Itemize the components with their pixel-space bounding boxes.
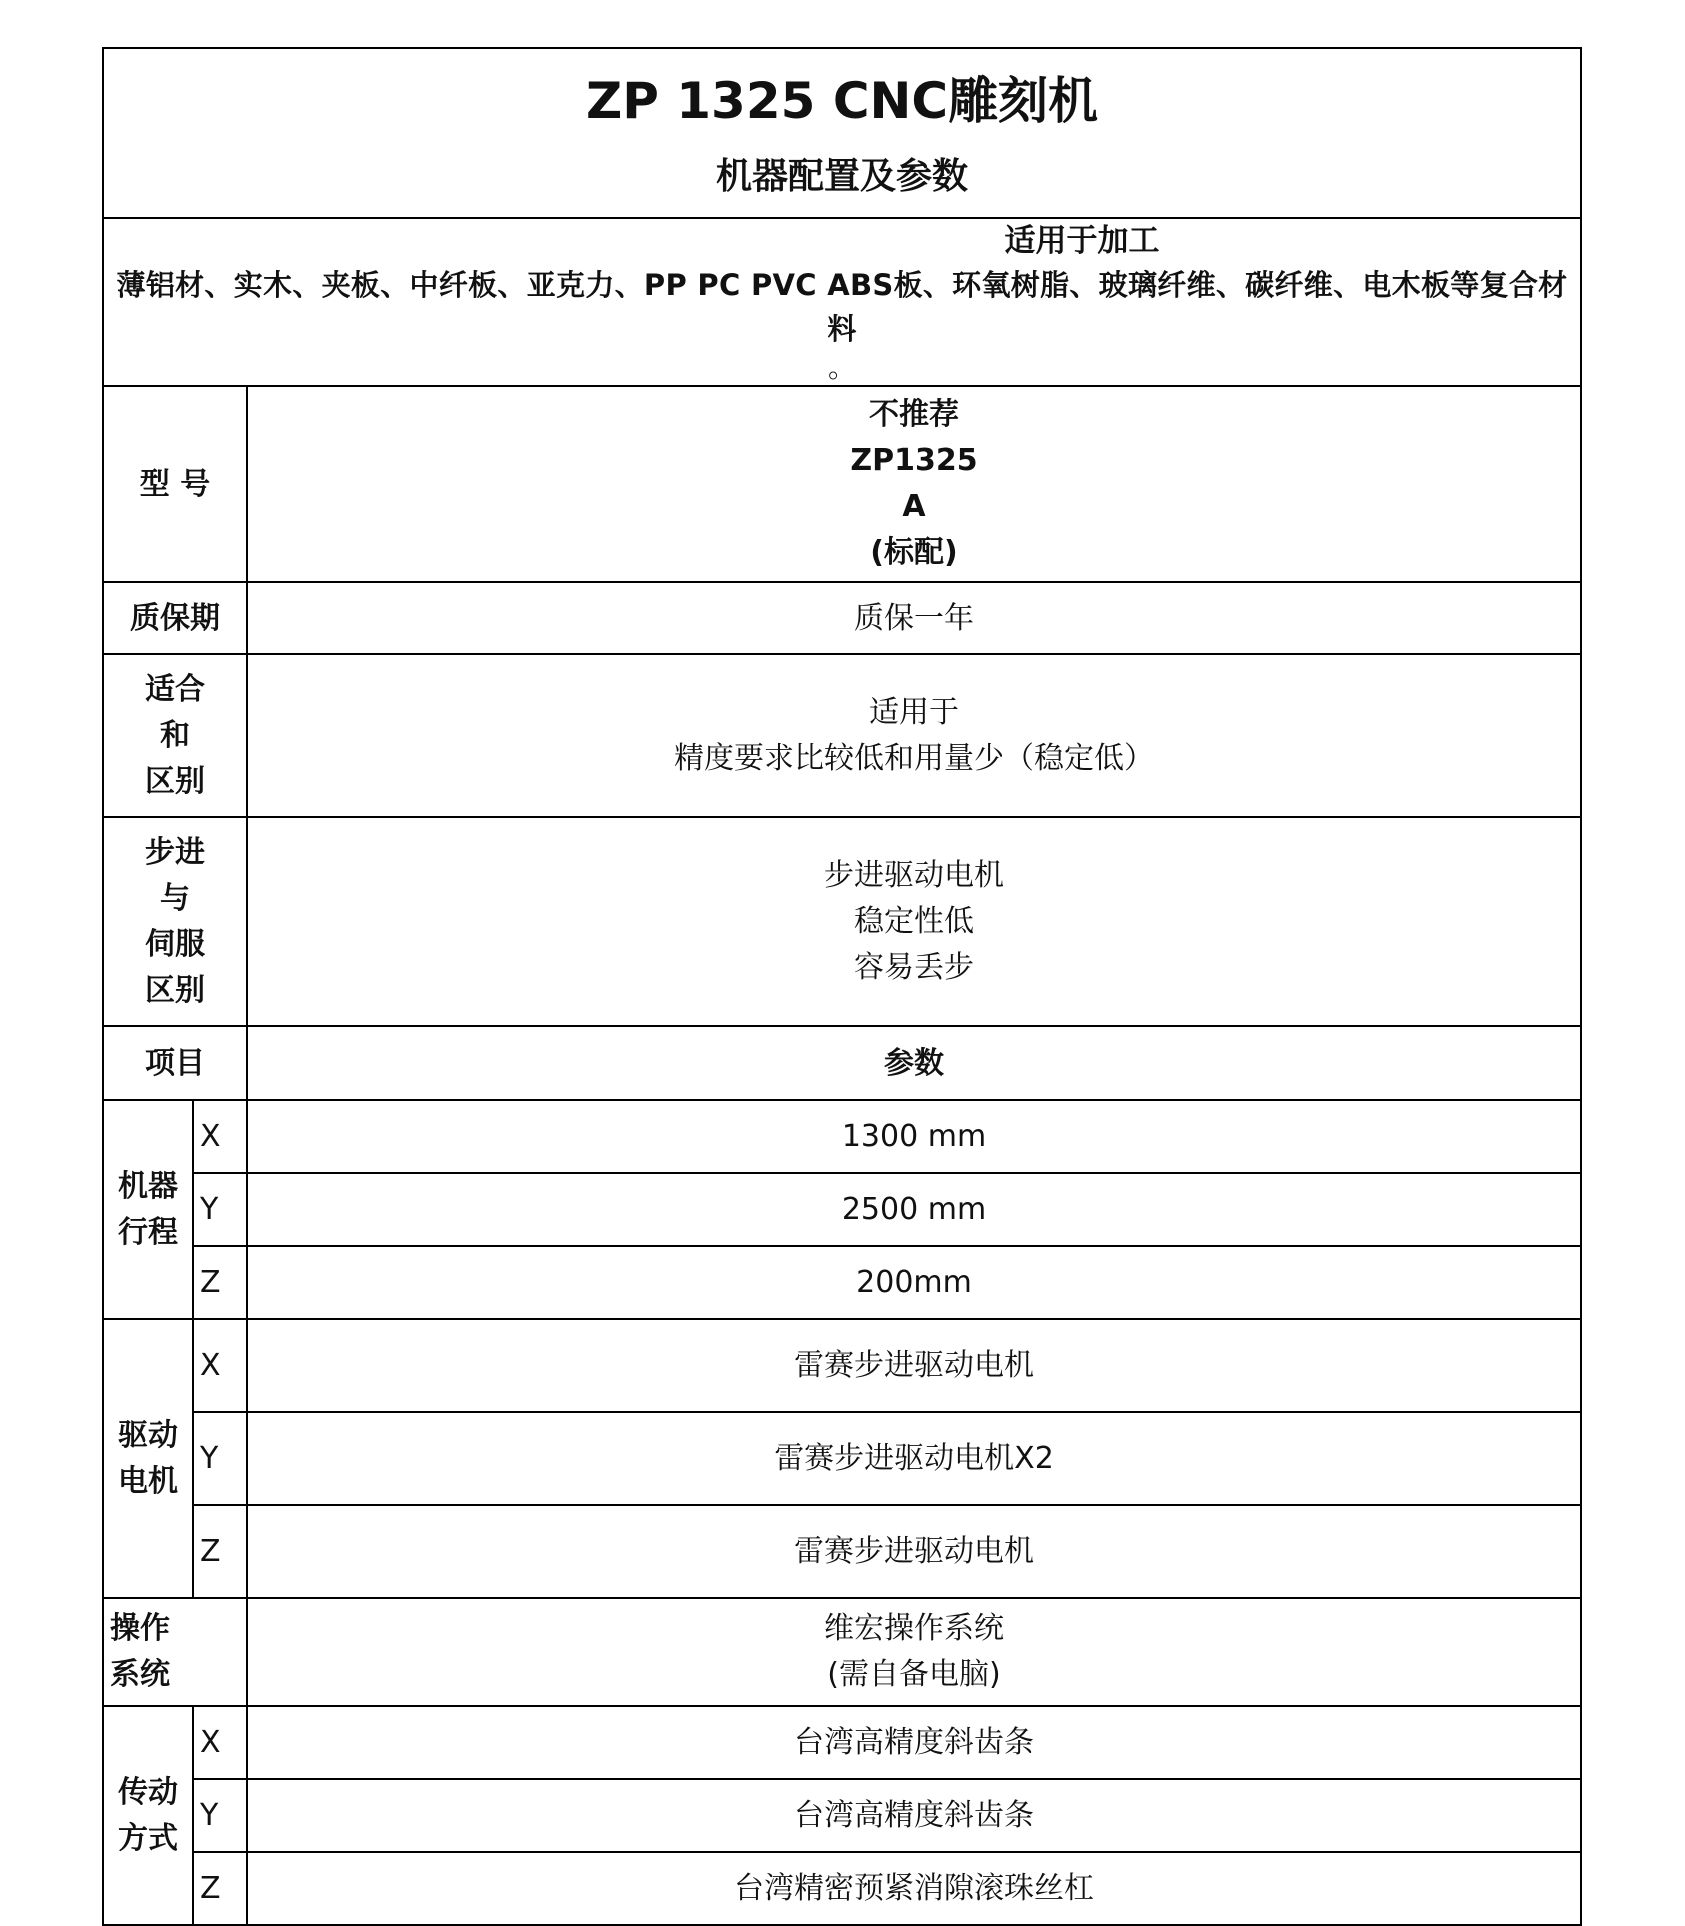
os-label-line: 操作 xyxy=(110,1611,170,1646)
os-value-line: (需自备电脑) xyxy=(827,1657,1001,1692)
model-line: A xyxy=(902,489,926,524)
motor-label xyxy=(103,1319,193,1598)
stepper-servo-label-line: 步进 xyxy=(145,834,205,870)
motor-value: 雷赛步进驱动电机 xyxy=(247,1505,1581,1598)
scope-trailing-mark: 。 xyxy=(828,351,857,384)
model-row xyxy=(103,386,1581,582)
motor-row-z xyxy=(103,1505,1581,1598)
os-value-line: 维宏操作系统 xyxy=(824,1611,1005,1646)
model-line: 不推荐 xyxy=(869,397,960,432)
axis-label: Z xyxy=(193,1505,247,1598)
travel-value: 1300 mm xyxy=(247,1100,1581,1173)
stepper-servo-label-line: 伺服 xyxy=(145,926,205,962)
motor-value: 雷赛步进驱动电机 xyxy=(247,1319,1581,1412)
param-header-row xyxy=(103,1026,1581,1100)
stepper-servo-row xyxy=(103,817,1581,1026)
os-label-line: 系统 xyxy=(110,1657,170,1692)
transmission-row-x xyxy=(103,1706,1581,1779)
model-line: (标配) xyxy=(870,535,958,570)
scope-cell xyxy=(103,218,1581,386)
axis-label: Y xyxy=(193,1173,247,1246)
os-label xyxy=(103,1598,247,1706)
stepper-servo-label-line: 与 xyxy=(160,880,190,916)
doc-subtitle: 机器配置及参数 xyxy=(716,156,969,197)
scope-row xyxy=(103,218,1581,386)
travel-label-line: 机器 xyxy=(118,1168,178,1204)
suitability-row xyxy=(103,654,1581,817)
suitability-label-line: 适合 xyxy=(145,671,205,707)
travel-row-y xyxy=(103,1173,1581,1246)
stepper-servo-value-line: 容易丢步 xyxy=(854,949,975,985)
axis-label: Z xyxy=(193,1852,247,1925)
motor-label-line: 电机 xyxy=(118,1463,178,1499)
suitability-label-line: 和 xyxy=(160,717,190,753)
suitability-value-line: 适用于 xyxy=(869,694,960,730)
axis-label: Z xyxy=(193,1246,247,1319)
travel-value: 2500 mm xyxy=(247,1173,1581,1246)
warranty-value: 质保一年 xyxy=(247,582,1581,654)
motor-value: 雷赛步进驱动电机X2 xyxy=(247,1412,1581,1505)
transmission-row-y xyxy=(103,1779,1581,1852)
axis-label: X xyxy=(193,1100,247,1173)
suitability-value xyxy=(247,654,1581,817)
title-cell xyxy=(103,48,1581,218)
os-value xyxy=(247,1598,1581,1706)
transmission-value: 台湾高精度斜齿条 xyxy=(247,1706,1581,1779)
transmission-label-line: 传动 xyxy=(118,1774,178,1810)
axis-label: Y xyxy=(193,1412,247,1505)
title-row xyxy=(103,48,1581,218)
suitability-value-line: 精度要求比较低和用量少（稳定低） xyxy=(674,740,1155,776)
stepper-servo-value xyxy=(247,817,1581,1026)
scope-materials: 薄铝材、实木、夹板、中纤板、亚克力、PP PC PVC ABS板、环氧树脂、玻璃纤维、碳纤维、电木板等复合材料 xyxy=(116,268,1568,346)
travel-label xyxy=(103,1100,193,1319)
model-label: 型 号 xyxy=(103,386,247,582)
travel-value: 200mm xyxy=(247,1246,1581,1319)
os-row xyxy=(103,1598,1581,1706)
travel-label-line: 行程 xyxy=(118,1214,178,1250)
header-item: 项目 xyxy=(103,1026,247,1100)
axis-label: X xyxy=(193,1319,247,1412)
stepper-servo-value-line: 步进驱动电机 xyxy=(824,857,1005,893)
stepper-servo-label-line: 区别 xyxy=(145,972,205,1008)
motor-label-line: 驱动 xyxy=(118,1417,178,1453)
model-value xyxy=(247,386,1581,582)
suitability-label-line: 区别 xyxy=(145,763,205,799)
transmission-value: 台湾精密预紧消隙滚珠丝杠 xyxy=(247,1852,1581,1925)
travel-row-z xyxy=(103,1246,1581,1319)
model-line: ZP1325 xyxy=(850,443,978,478)
warranty-row xyxy=(103,582,1581,654)
suitability-label xyxy=(103,654,247,817)
motor-row-x xyxy=(103,1319,1581,1412)
stepper-servo-label xyxy=(103,817,247,1026)
warranty-label: 质保期 xyxy=(103,582,247,654)
axis-label: X xyxy=(193,1706,247,1779)
stepper-servo-value-line: 稳定性低 xyxy=(854,903,975,939)
axis-label: Y xyxy=(193,1779,247,1852)
spec-table xyxy=(102,47,1582,1926)
transmission-value: 台湾高精度斜齿条 xyxy=(247,1779,1581,1852)
transmission-label xyxy=(103,1706,193,1925)
travel-row-x xyxy=(103,1100,1581,1173)
doc-title: ZP 1325 CNC雕刻机 xyxy=(585,72,1099,130)
scope-heading: 适用于加工 xyxy=(1004,223,1160,259)
transmission-row-z xyxy=(103,1852,1581,1925)
header-param: 参数 xyxy=(247,1026,1581,1100)
transmission-label-line: 方式 xyxy=(118,1820,178,1856)
motor-row-y xyxy=(103,1412,1581,1505)
